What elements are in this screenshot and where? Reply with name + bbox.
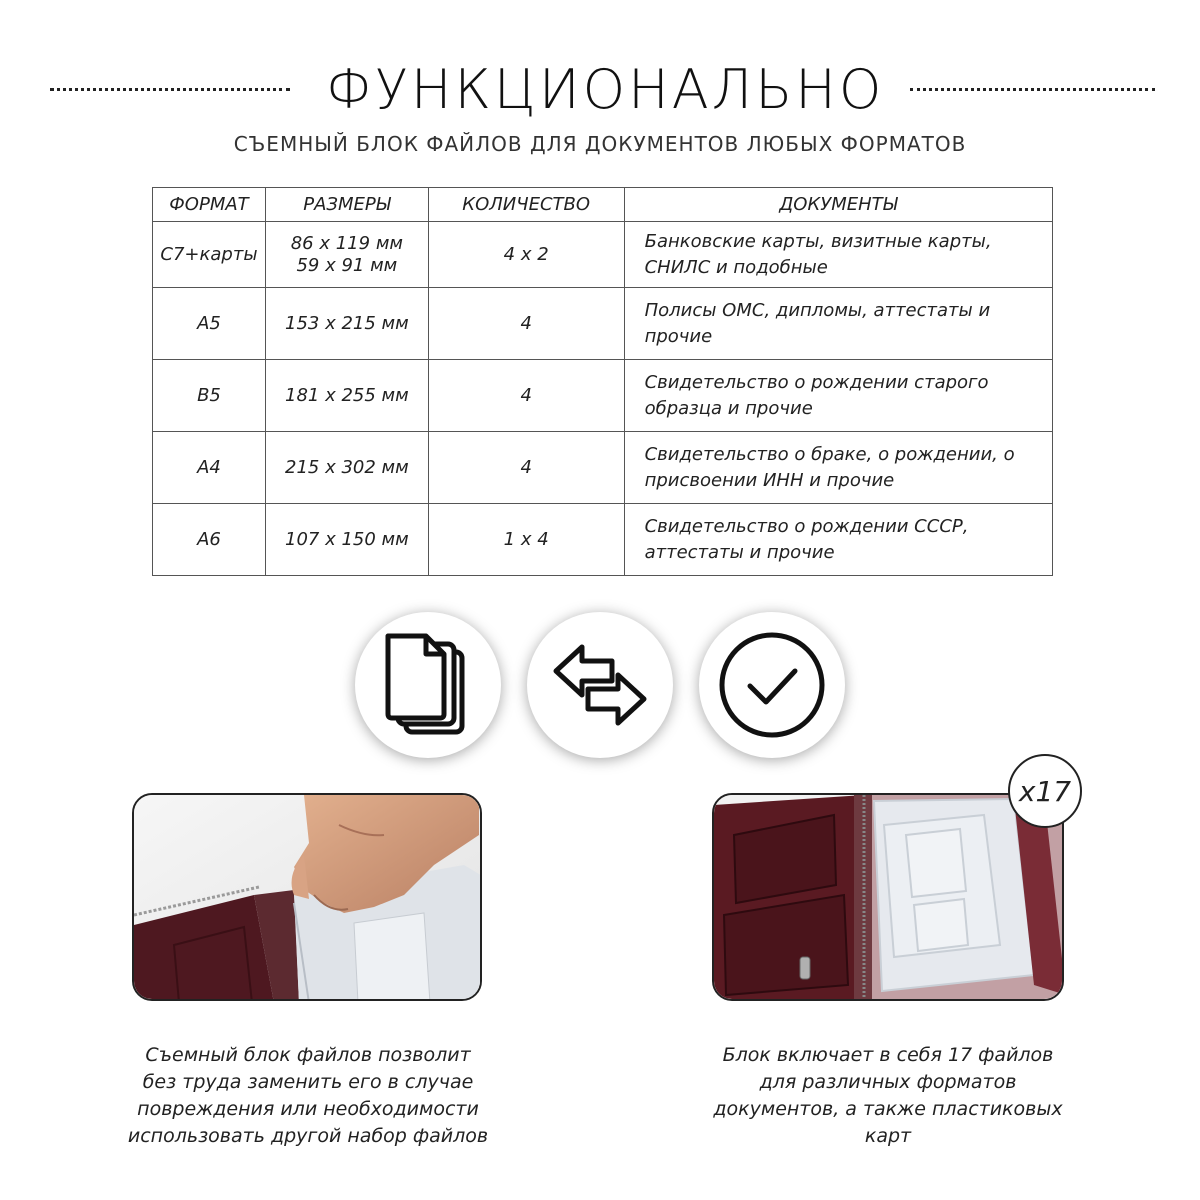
table-row — [153, 222, 1053, 288]
caption-line: повреждения или необходимости — [137, 1098, 479, 1120]
cell-quantity: 4 — [428, 288, 624, 360]
cell-format: C7+карты — [153, 222, 266, 288]
table-row — [153, 360, 1053, 432]
cell-size-line: 86 х 119 мм — [290, 232, 403, 254]
cell-documents: Банковские карты, визитные карты, СНИЛС и подобные — [624, 222, 1052, 288]
caption-line: карт — [864, 1125, 912, 1147]
photo-hand-removing-file-block — [132, 793, 482, 1001]
caption-left — [120, 1042, 496, 1150]
cell-quantity: 4 — [428, 360, 624, 432]
cell-sizes: 107 х 150 мм — [265, 504, 428, 576]
cell-documents: Свидетельство о рождении СССР, аттестаты и прочие — [624, 504, 1052, 576]
dotted-divider-left — [50, 88, 290, 91]
cell-documents: Полисы ОМС, дипломы, аттестаты и прочие — [624, 288, 1052, 360]
cell-quantity: 4 — [428, 432, 624, 504]
column-header-format: ФОРМАТ — [153, 188, 266, 222]
page-title: ФУНКЦИОНАЛЬНО — [325, 58, 885, 121]
cell-format: A5 — [153, 288, 266, 360]
cell-sizes: 215 х 302 мм — [265, 432, 428, 504]
checkmark-circle-icon — [716, 629, 828, 741]
cell-documents: Свидетельство о рождении старого образца и прочие — [624, 360, 1052, 432]
photo-file-block-in-folder — [712, 793, 1064, 1001]
documents-stack-circle — [355, 612, 501, 758]
cell-format: A4 — [153, 432, 266, 504]
cell-sizes: 181 х 255 мм — [265, 360, 428, 432]
cell-quantity: 4 х 2 — [428, 222, 624, 288]
dotted-divider-right — [910, 88, 1155, 91]
documents-stack-icon — [380, 630, 476, 740]
checkmark-circle — [699, 612, 845, 758]
swap-arrows-icon — [550, 635, 650, 735]
swap-arrows-circle — [527, 612, 673, 758]
cell-sizes: 153 х 215 мм — [265, 288, 428, 360]
table-header-row — [153, 188, 1053, 222]
formats-table — [152, 187, 1053, 576]
column-header-quantity: КОЛИЧЕСТВО — [428, 188, 624, 222]
cell-format: B5 — [153, 360, 266, 432]
caption-line: использовать другой набор файлов — [127, 1125, 489, 1147]
caption-line: для различных форматов — [759, 1071, 1017, 1093]
caption-line: Блок включает в себя 17 файлов — [722, 1044, 1054, 1066]
cell-quantity: 1 х 4 — [428, 504, 624, 576]
file-count-badge: x17 — [1008, 754, 1082, 828]
table-row — [153, 504, 1053, 576]
caption-line: Съемный блок файлов позволит — [145, 1044, 471, 1066]
table-row — [153, 288, 1053, 360]
table-row — [153, 432, 1053, 504]
caption-line: документов, а также пластиковых — [713, 1098, 1063, 1120]
cell-documents: Свидетельство о браке, о рождении, о присвоении ИНН и прочие — [624, 432, 1052, 504]
caption-right — [700, 1042, 1076, 1150]
page-subtitle: СЪЕМНЫЙ БЛОК ФАЙЛОВ ДЛЯ ДОКУМЕНТОВ ЛЮБЫХ ФОРМАТОВ — [233, 132, 967, 156]
cell-sizes — [265, 222, 428, 288]
cell-format: A6 — [153, 504, 266, 576]
cell-size-line: 59 х 91 мм — [296, 254, 398, 276]
caption-line: без труда заменить его в случае — [142, 1071, 474, 1093]
title-row — [50, 58, 1155, 122]
column-header-documents: ДОКУМЕНТЫ — [624, 188, 1052, 222]
column-header-sizes: РАЗМЕРЫ — [265, 188, 428, 222]
